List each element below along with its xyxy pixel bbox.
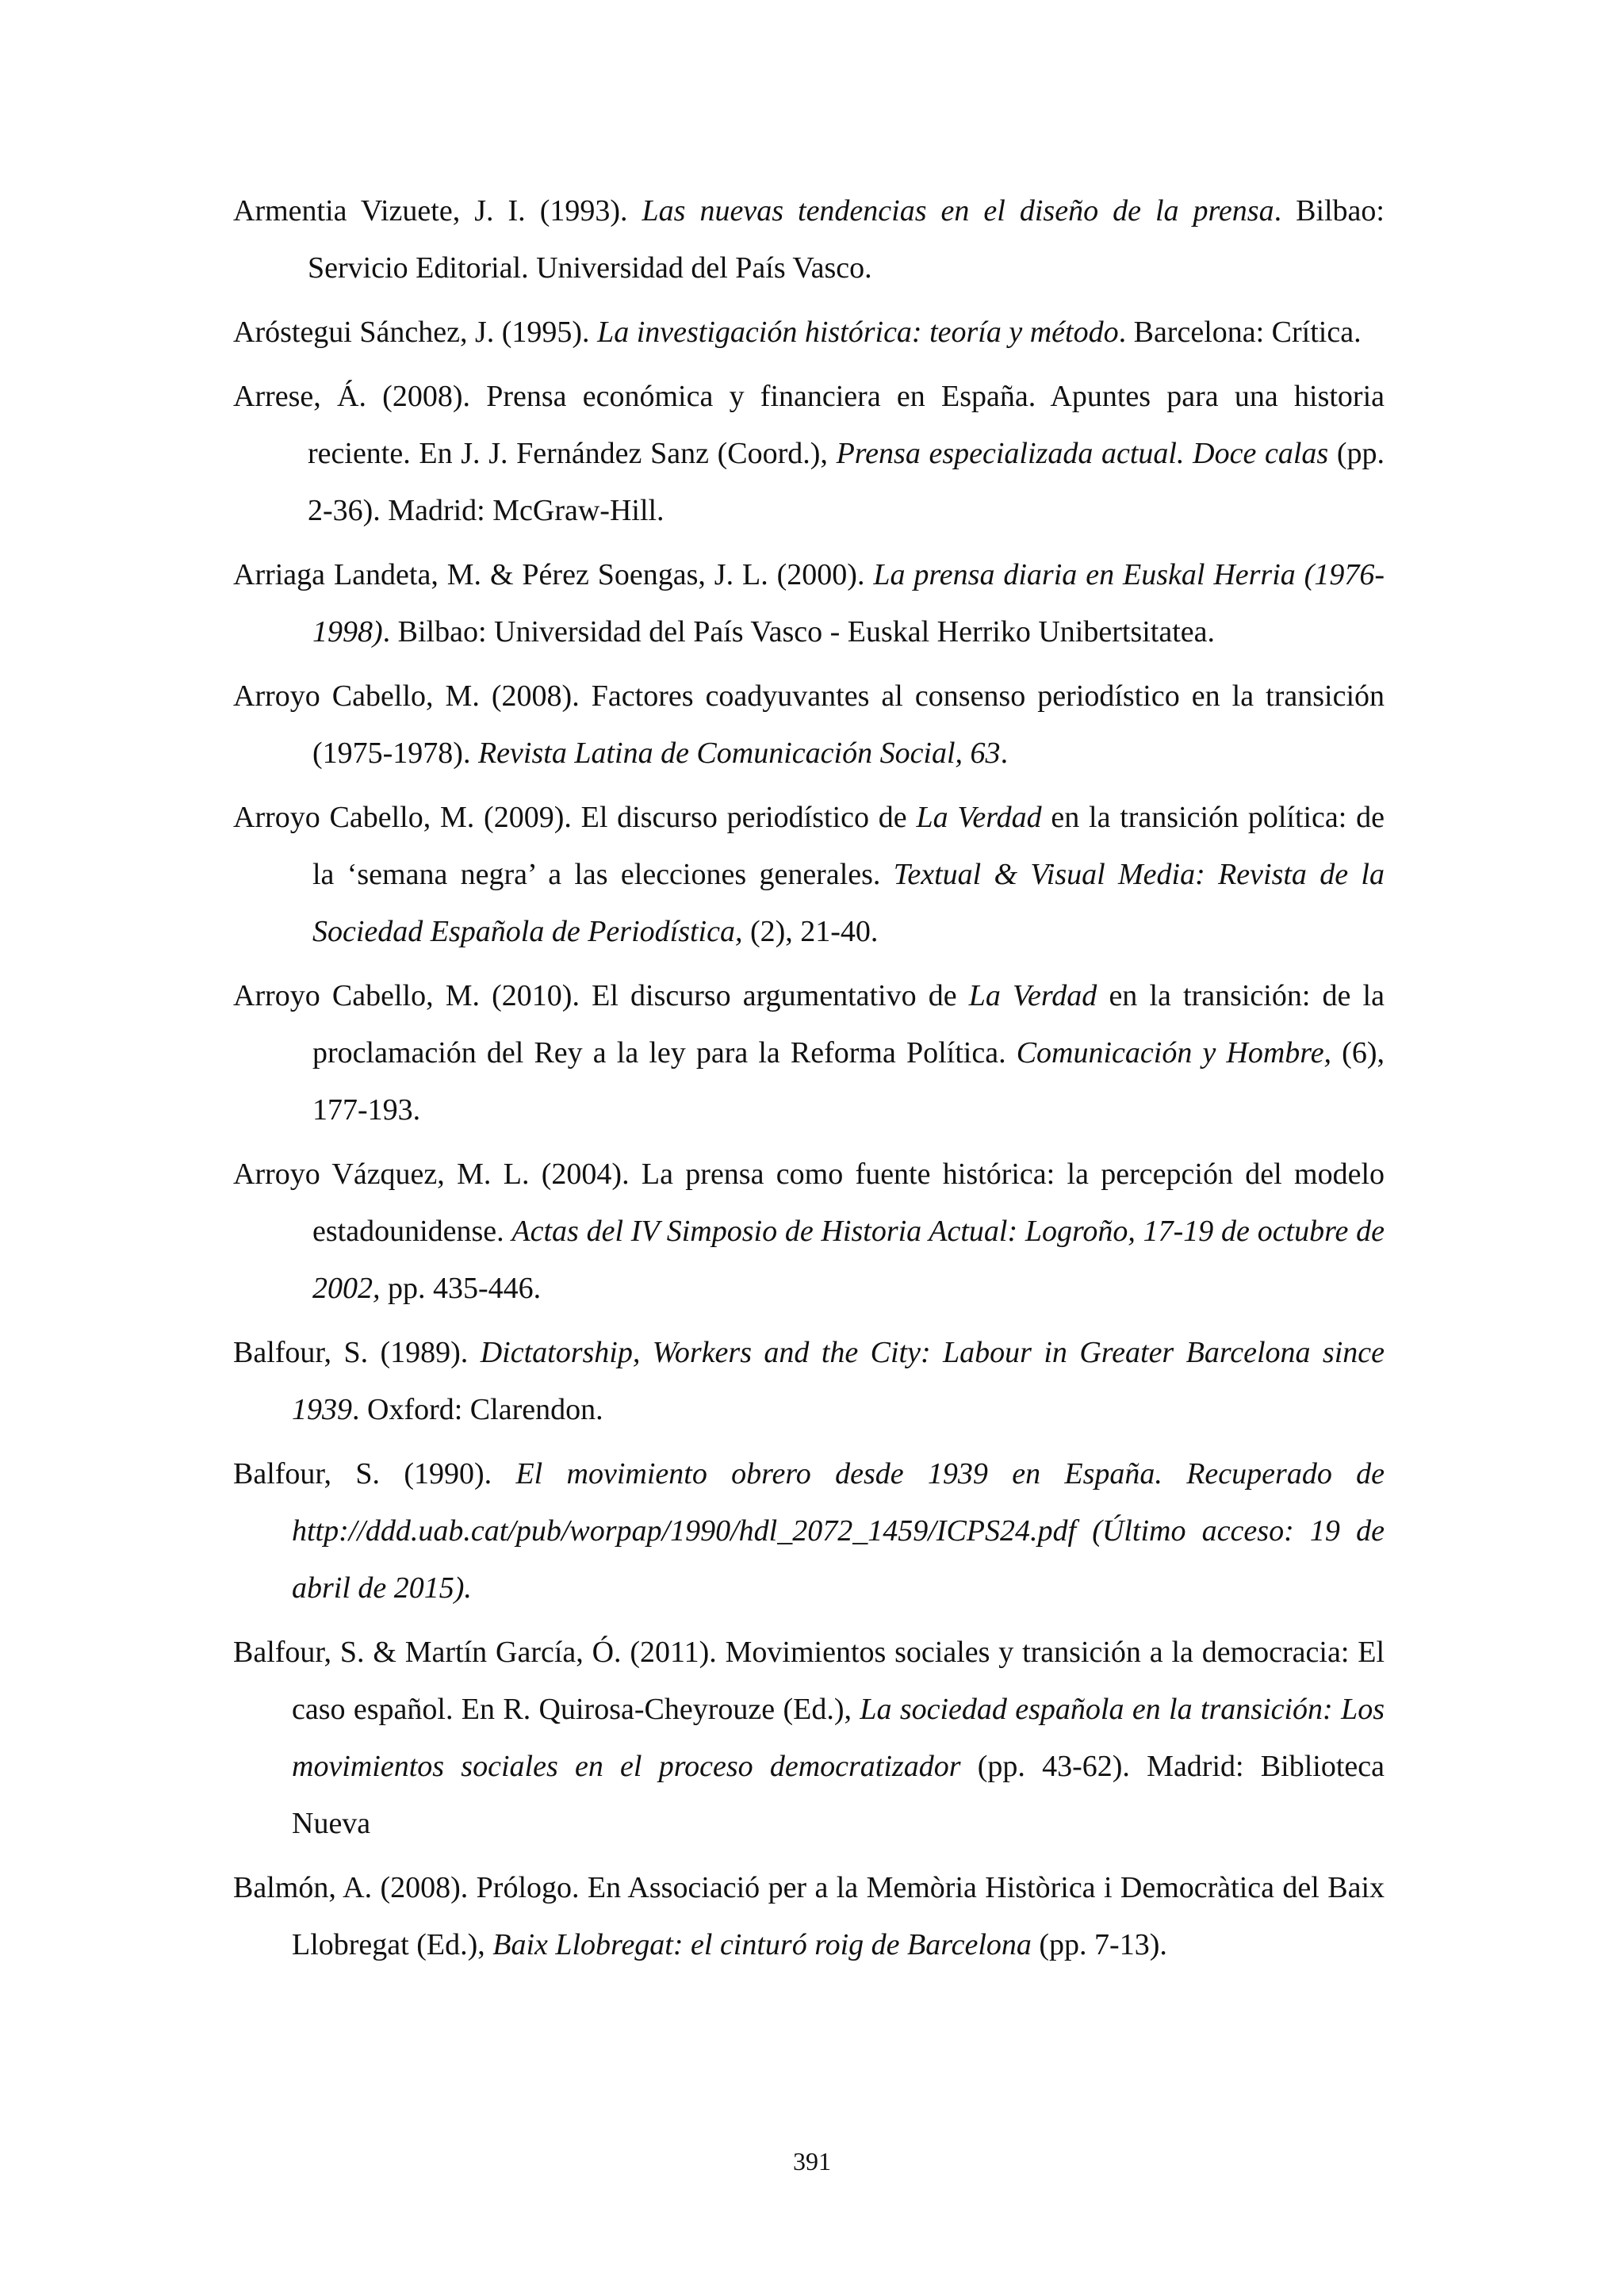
reference-text: pp. 435-446. (380, 1272, 542, 1305)
reference-text: Arrese, Á. (2008). Prensa económica y financiera en España. Apuntes para una historia reciente. En J. J. Fernández Sanz (Coord.), (233, 380, 1385, 470)
reference-text: (2), 21-40. (742, 915, 879, 948)
reference-text: . (1000, 737, 1009, 770)
reference-text: . Barcelona: Crítica. (1118, 316, 1362, 349)
page-number: 391 (793, 2147, 831, 2175)
reference-title-text: La Verdad (916, 801, 1042, 834)
reference-text: Aróstegui Sánchez, J. (1995). (233, 316, 598, 349)
reference-entry (233, 668, 1385, 782)
reference-text: Balfour, S. & Martín García, Ó. (2011). Movimientos sociales y transición a la democracia: El caso español. En R. Quirosa-Cheyrouze (Ed.), (233, 1636, 1385, 1726)
reference-text: Arriaga Landeta, M. & Pérez Soengas, J. L. (2000). (233, 558, 874, 591)
reference-entry (233, 546, 1385, 660)
reference-text: . Bilbao: Servicio Editorial. Universidad del País Vasco. (308, 194, 1385, 285)
reference-entry (233, 1859, 1385, 1973)
reference-entry (233, 182, 1385, 297)
reference-title-text: Dictatorship, Workers and the City: Labour in Greater Barcelona since 1939 (292, 1336, 1385, 1426)
reference-text: Arroyo Vázquez, M. L. (2004). La prensa como fuente histórica: la percepción del modelo estadounidense. (233, 1158, 1385, 1248)
reference-title-text: La prensa diaria en Euskal Herria (1976-1998) (312, 558, 1385, 649)
reference-entry (233, 1445, 1385, 1617)
reference-title-text: La investigación histórica: teoría y método (597, 316, 1119, 349)
reference-text: . Oxford: Clarendon. (352, 1393, 603, 1426)
reference-title-text: Actas del IV Simposio de Historia Actual: Logroño, 17-19 de octubre de 2002, (312, 1215, 1385, 1305)
reference-list (233, 182, 1385, 1980)
reference-entry (233, 304, 1385, 361)
reference-text: Balmón, A. (2008). Prólogo. En Associació per a la Memòria Històrica i Democràtica del Baix Llobregat (Ed.), (233, 1871, 1385, 1961)
reference-text: Arroyo Cabello, M. (2009). El discurso periodístico de (233, 801, 917, 834)
reference-entry (233, 1324, 1385, 1438)
reference-text: Armentia Vizuete, J. I. (1993). (233, 194, 642, 228)
reference-title-text: Las nuevas tendencias en el diseño de la prensa (642, 194, 1274, 228)
reference-entry (233, 789, 1385, 960)
reference-entry (233, 1624, 1385, 1852)
reference-text: Balfour, S. (1990). (233, 1457, 516, 1490)
reference-text: . Bilbao: Universidad del País Vasco - Euskal Herriko Unibertsitatea. (382, 615, 1215, 649)
reference-text: en la transición: de la proclamación del Rey a la ley para la Reforma Política. (312, 979, 1385, 1070)
reference-text: en la transición política: de la ‘semana negra’ a las elecciones generales. (312, 801, 1385, 891)
reference-text: Balfour, S. (1989). (233, 1336, 481, 1369)
reference-text: Arroyo Cabello, M. (2010). El discurso argumentativo de (233, 979, 969, 1012)
reference-title-text: El movimiento obrero desde 1939 en España. Recuperado de http://ddd.uab.cat/pub/worpap/1990/hdl_2072_1459/ICPS24.pdf (Último acceso: 19 de abril de 2015). (292, 1457, 1385, 1605)
reference-title-text: Textual & Visual Media: Revista de la Sociedad Española de Periodística, (312, 858, 1385, 948)
reference-text: (pp. 7-13). (1031, 1928, 1167, 1961)
reference-text: Arroyo Cabello, M. (2008). Factores coadyuvantes al consenso periodístico en la transición (1975-1978). (233, 679, 1385, 770)
reference-title-text: La sociedad española en la transición: Los movimientos sociales en el proceso democratizador (292, 1693, 1385, 1783)
reference-title-text: Prensa especializada actual. Doce calas (836, 437, 1329, 470)
reference-title-text: Revista Latina de Comunicación Social, 63 (477, 737, 1001, 770)
reference-title-text: Comunicación y Hombre, (1016, 1036, 1332, 1070)
reference-entry (233, 1146, 1385, 1317)
reference-text: (pp. 43-62). Madrid: Biblioteca Nueva (292, 1750, 1385, 1840)
reference-title-text: La Verdad (968, 979, 1097, 1012)
reference-text: (6), 177-193. (312, 1036, 1385, 1127)
reference-title-text: Baix Llobregat: el cinturó roig de Barcelona (492, 1928, 1032, 1961)
reference-entry (233, 368, 1385, 539)
reference-text: (pp. 2-36). Madrid: McGraw-Hill. (308, 437, 1385, 527)
reference-entry (233, 967, 1385, 1138)
